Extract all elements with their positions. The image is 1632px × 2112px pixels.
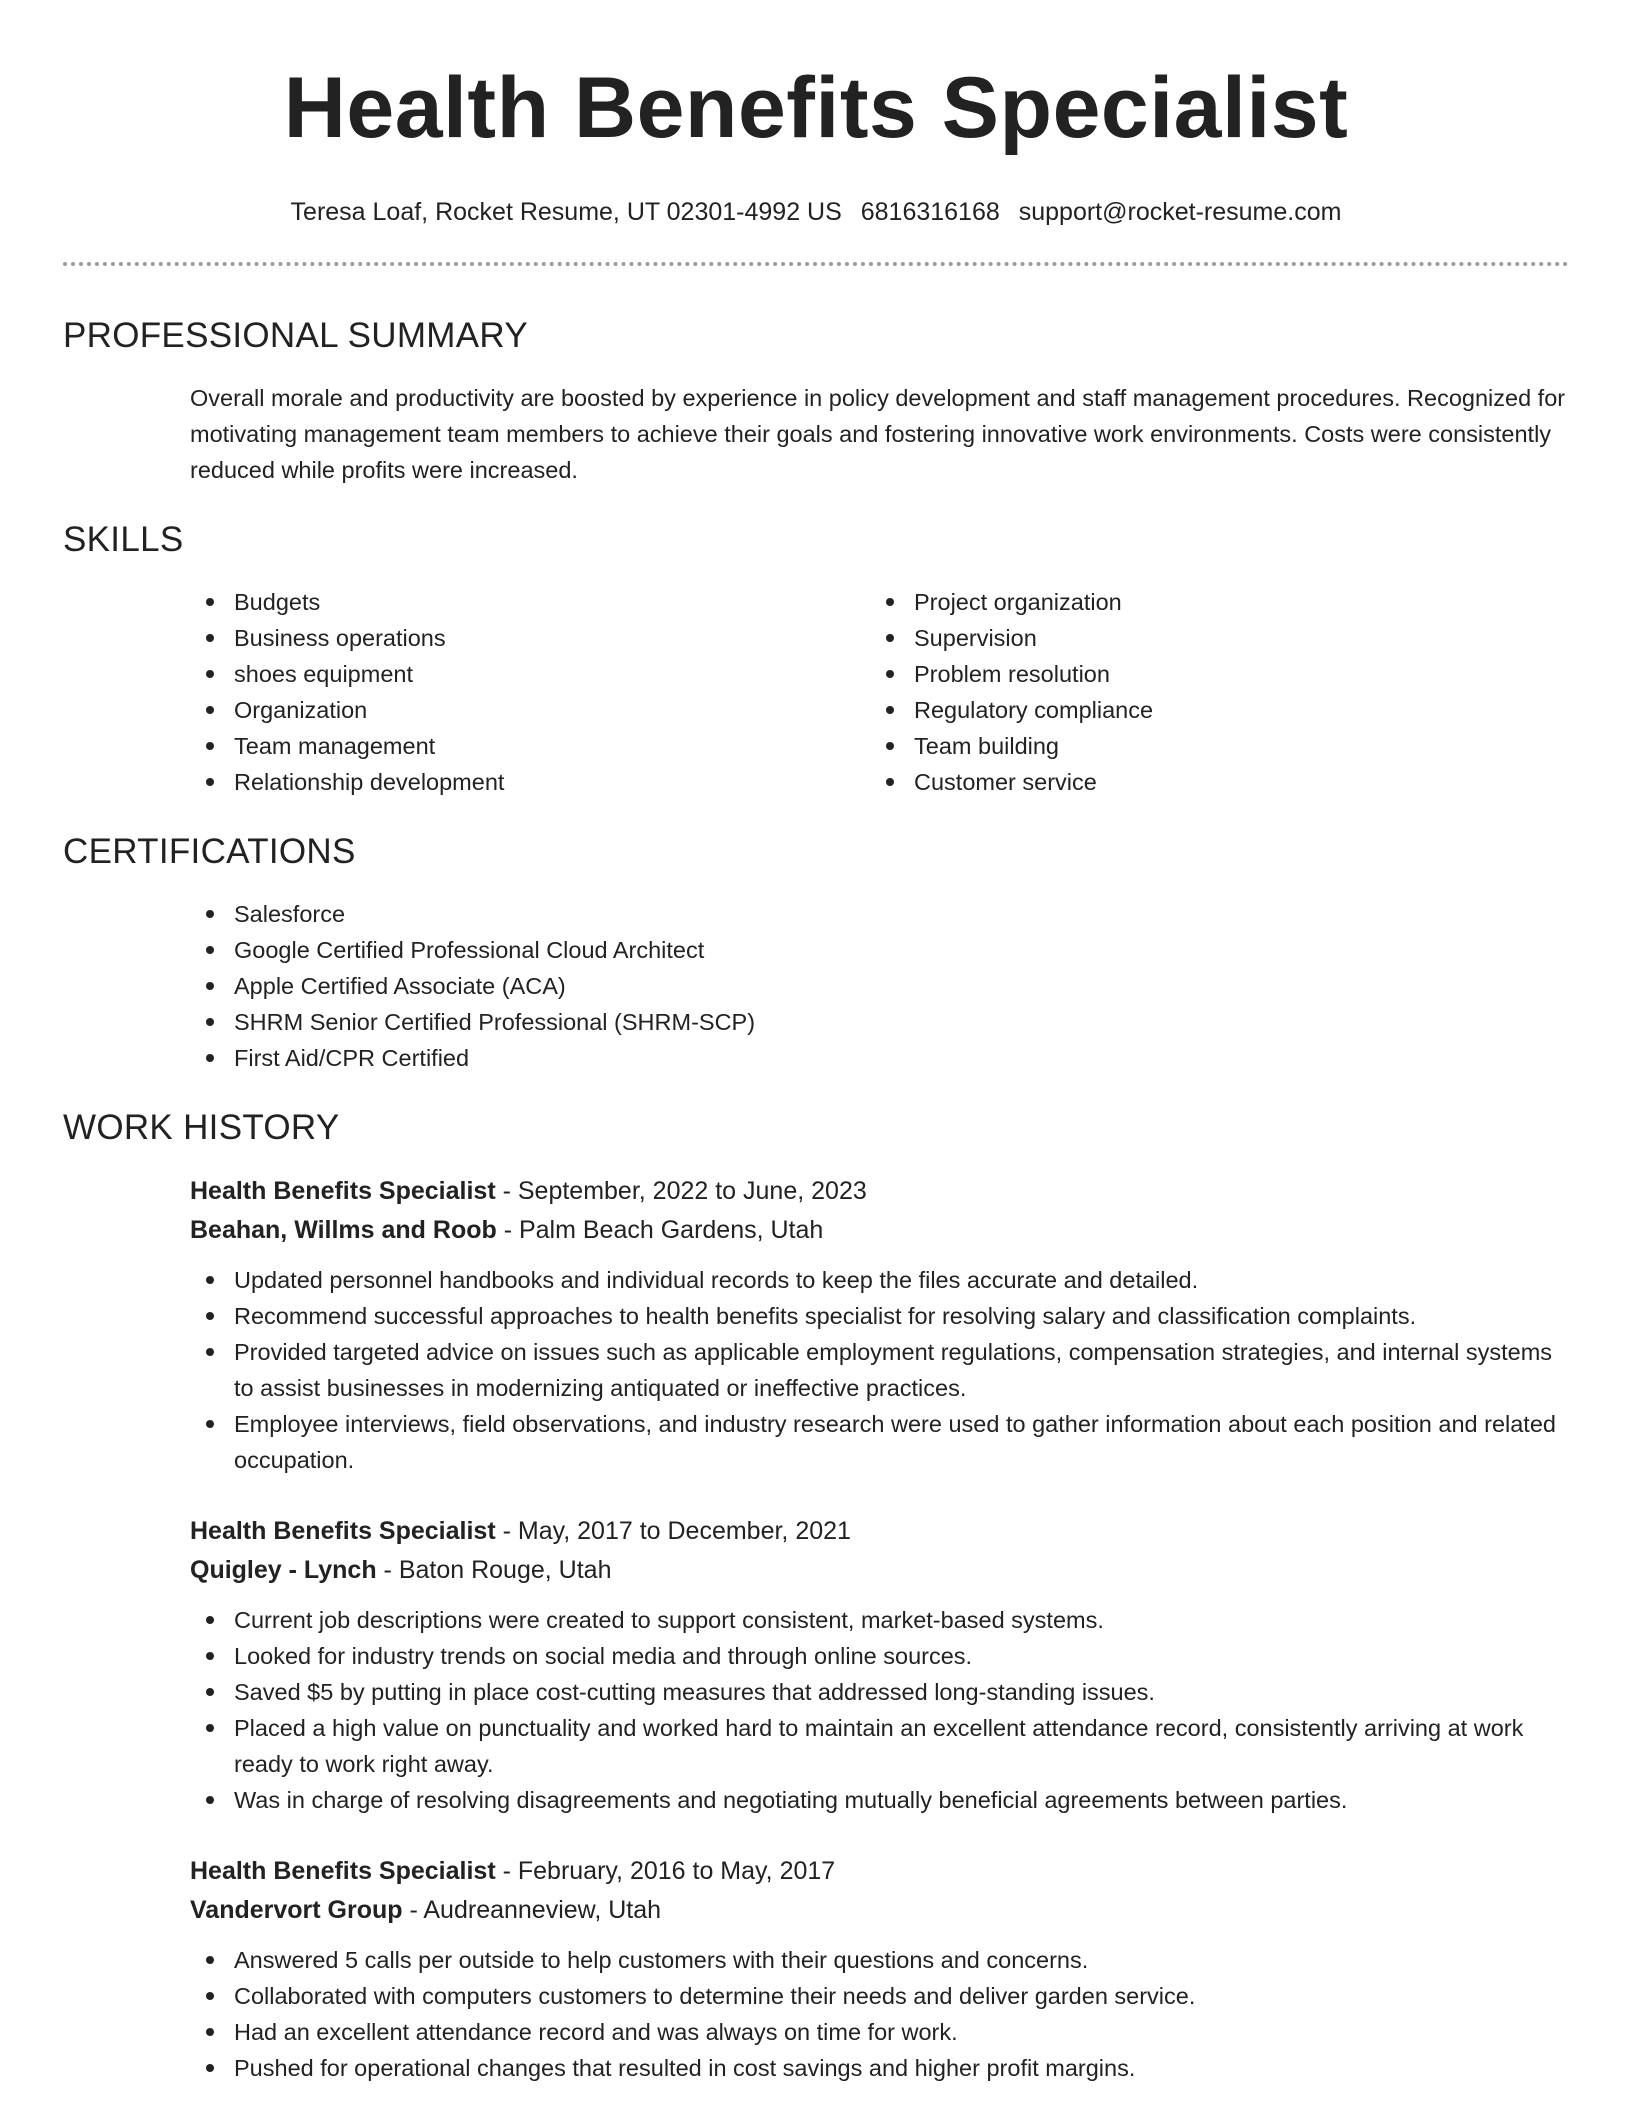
skill-item: Business operations — [190, 620, 870, 656]
job-title: Health Benefits Specialist — [190, 1177, 496, 1205]
job-dates: - February, 2016 to May, 2017 — [495, 1857, 836, 1885]
job-bullet: Collaborated with computers customers to determine their needs and deliver garden service. — [190, 1978, 1569, 2014]
summary-heading: PROFESSIONAL SUMMARY — [63, 316, 528, 355]
job-bullet: Looked for industry trends on social media and through online sources. — [190, 1638, 1569, 1674]
job-bullet: Current job descriptions were created to support consistent, market-based systems. — [190, 1602, 1569, 1638]
job-entry — [190, 1172, 1569, 1478]
job-title-line — [190, 1512, 1569, 1551]
job-company-line — [190, 1211, 1569, 1250]
job-company: Beahan, Willms and Roob — [190, 1216, 497, 1244]
contact-phone: 6816316168 — [860, 198, 1000, 226]
job-bullets — [190, 1942, 1569, 2086]
certifications-list — [190, 896, 1569, 1076]
skill-item: Regulatory compliance — [870, 692, 1550, 728]
job-bullet: Updated personnel handbooks and individual records to keep the files accurate and detailed. — [190, 1262, 1569, 1298]
certification-item: Salesforce — [190, 896, 1569, 932]
job-bullet: Provided targeted advice on issues such as applicable employment regulations, compensation strategies, and internal systems to assist businesses in modernizing antiquated or ineffective practices. — [190, 1334, 1569, 1406]
job-bullet: Recommend successful approaches to health benefits specialist for resolving salary and classification complaints. — [190, 1298, 1569, 1334]
job-company-line — [190, 1551, 1569, 1590]
job-location: - Baton Rouge, Utah — [376, 1556, 612, 1584]
job-entry — [190, 1512, 1569, 1818]
skills-heading: SKILLS — [63, 520, 184, 559]
skill-item: Team building — [870, 728, 1550, 764]
job-bullet: Answered 5 calls per outside to help customers with their questions and concerns. — [190, 1942, 1569, 1978]
skill-item: shoes equipment — [190, 656, 870, 692]
contact-line — [63, 196, 1569, 228]
job-title-line — [190, 1852, 1569, 1891]
resume-title: Health Benefits Specialist — [283, 60, 1349, 156]
contact-email: support@rocket-resume.com — [1018, 198, 1342, 226]
work-history-heading: WORK HISTORY — [63, 1108, 340, 1147]
job-company: Quigley - Lynch — [190, 1556, 377, 1584]
skill-item: Customer service — [870, 764, 1550, 800]
job-title: Health Benefits Specialist — [190, 1517, 496, 1545]
job-title: Health Benefits Specialist — [190, 1857, 496, 1885]
job-location: - Palm Beach Gardens, Utah — [496, 1216, 824, 1244]
job-company-line — [190, 1891, 1569, 1930]
skills-list — [190, 584, 1569, 800]
skills-left-column — [190, 584, 870, 800]
skill-item: Project organization — [870, 584, 1550, 620]
skills-right-column — [870, 584, 1550, 800]
certification-item: First Aid/CPR Certified — [190, 1040, 1569, 1076]
job-dates: - September, 2022 to June, 2023 — [495, 1177, 867, 1205]
job-bullet: Pushed for operational changes that resulted in cost savings and higher profit margins. — [190, 2050, 1569, 2086]
skill-item: Relationship development — [190, 764, 870, 800]
skill-item: Budgets — [190, 584, 870, 620]
certifications-heading: CERTIFICATIONS — [63, 832, 356, 871]
job-bullet: Saved $5 by putting in place cost-cutting measures that addressed long-standing issues. — [190, 1674, 1569, 1710]
job-dates: - May, 2017 to December, 2021 — [495, 1517, 851, 1545]
job-bullet: Employee interviews, field observations, and industry research were used to gather information about each position and related occupation. — [190, 1406, 1569, 1478]
job-location: - Audreanneview, Utah — [402, 1896, 662, 1924]
job-entry — [190, 1852, 1569, 2086]
skill-item: Organization — [190, 692, 870, 728]
work-history-list — [63, 1172, 1569, 2086]
job-bullets — [190, 1262, 1569, 1478]
skill-item: Team management — [190, 728, 870, 764]
summary-text: Overall morale and productivity are boosted by experience in policy development and staff management procedures. Recognized for motivating management team members to achieve their goals and fostering innovative work environments. Costs were consistently reduced while profits were increased. — [190, 385, 1566, 483]
job-bullet: Had an excellent attendance record and was always on time for work. — [190, 2014, 1569, 2050]
job-bullets — [190, 1602, 1569, 1818]
skill-item: Supervision — [870, 620, 1550, 656]
job-bullet: Was in charge of resolving disagreements and negotiating mutually beneficial agreements between parties. — [190, 1782, 1569, 1818]
certification-item: SHRM Senior Certified Professional (SHRM-SCP) — [190, 1004, 1569, 1040]
header-divider — [63, 262, 1569, 266]
certification-item: Google Certified Professional Cloud Architect — [190, 932, 1569, 968]
contact-address: Teresa Loaf, Rocket Resume, UT 02301-4992 US — [290, 198, 842, 226]
certification-item: Apple Certified Associate (ACA) — [190, 968, 1569, 1004]
job-title-line — [190, 1172, 1569, 1211]
job-bullet: Placed a high value on punctuality and worked hard to maintain an excellent attendance record, consistently arriving at work ready to work right away. — [190, 1710, 1569, 1782]
skill-item: Problem resolution — [870, 656, 1550, 692]
job-company: Vandervort Group — [190, 1896, 403, 1924]
